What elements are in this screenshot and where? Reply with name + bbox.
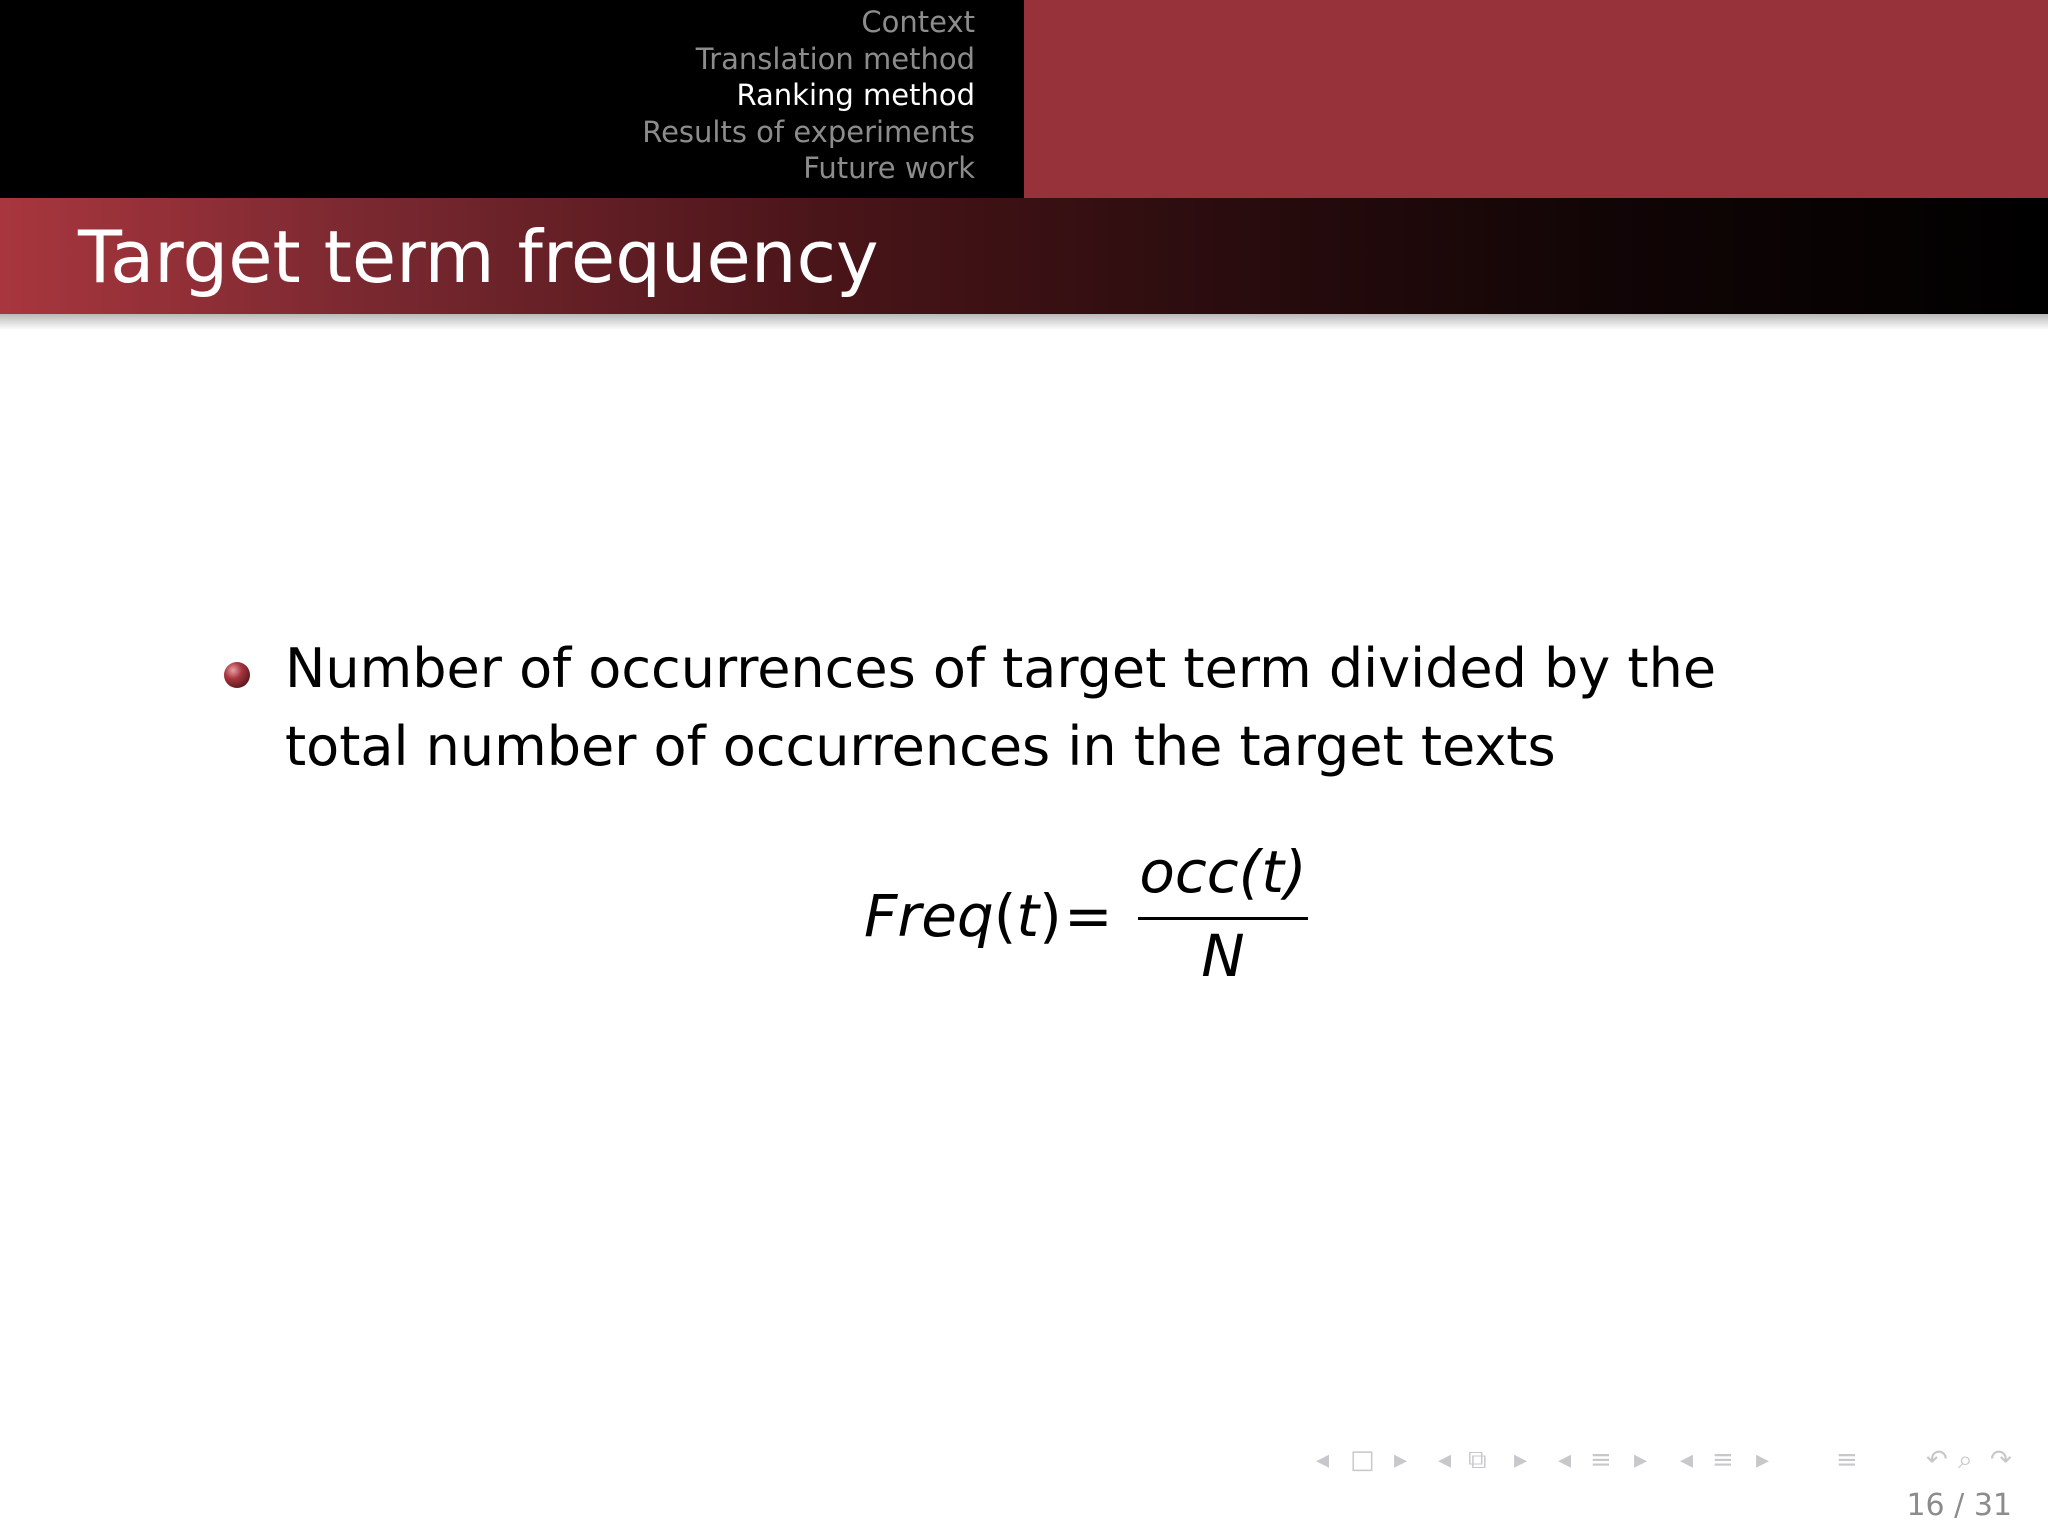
nav-section-prev-icon[interactable]: ◂ <box>1558 1445 1572 1475</box>
nav-frame-icon[interactable]: □ <box>1350 1445 1375 1475</box>
section-item-future-work[interactable]: Future work <box>803 151 975 186</box>
page-number: 16 / 31 <box>1906 1488 2012 1523</box>
section-list <box>642 4 975 187</box>
frequency-formula <box>860 838 1320 988</box>
section-item-context[interactable]: Context <box>861 5 975 39</box>
nav-forward-icon[interactable]: ↷ <box>1990 1445 2012 1475</box>
bullet-ball-icon <box>224 662 250 688</box>
formula-denominator: N <box>1201 922 1245 990</box>
nav-document-next-icon[interactable]: ▸ <box>1756 1445 1770 1475</box>
nav-appendix-icon[interactable]: ≡ <box>1836 1445 1858 1475</box>
formula-close-paren: ) <box>1039 882 1062 950</box>
nav-frame-prev-icon[interactable]: ◂ <box>1316 1445 1330 1475</box>
nav-section-icon[interactable]: ≡ <box>1590 1445 1612 1475</box>
section-item-ranking-method[interactable]: Ranking method <box>736 78 975 113</box>
nav-subsection-icon[interactable]: ⧉ <box>1468 1445 1487 1475</box>
formula-variable: t <box>1016 882 1040 950</box>
formula-numerator: occ(t) <box>1139 838 1307 906</box>
nav-section-next-icon[interactable]: ▸ <box>1634 1445 1648 1475</box>
header <box>0 0 2048 198</box>
nav-subsection-prev-icon[interactable]: ◂ <box>1438 1445 1452 1475</box>
fraction-bar <box>1138 917 1308 920</box>
formula-function-name: Freq <box>864 882 994 950</box>
subsection-navigation-panel <box>1024 0 2048 198</box>
nav-frame-next-icon[interactable]: ▸ <box>1394 1445 1408 1475</box>
section-item-translation-method[interactable]: Translation method <box>695 41 975 76</box>
nav-search-icon[interactable]: ⌕ <box>1958 1445 1973 1475</box>
section-item-results-of-experiments[interactable]: Results of experiments <box>642 114 975 149</box>
nav-subsection-next-icon[interactable]: ▸ <box>1514 1445 1528 1475</box>
beamer-navigation-symbols <box>1310 1440 2040 1480</box>
slide-title: Target term frequency <box>78 215 879 299</box>
formula-equals: = <box>1064 882 1113 950</box>
formula-open-paren: ( <box>993 882 1017 950</box>
section-navigation-panel <box>0 0 1024 198</box>
nav-document-prev-icon[interactable]: ◂ <box>1680 1445 1694 1475</box>
bullet-text: Number of occurrences of target term divided by the total number of occurrences in the target texts <box>285 637 1717 778</box>
title-bar-shadow <box>0 314 2048 330</box>
nav-document-icon[interactable]: ≡ <box>1712 1445 1734 1475</box>
formula-lhs <box>864 882 1062 950</box>
nav-back-icon[interactable]: ↶ <box>1926 1445 1948 1475</box>
frame-title-bar <box>0 198 2048 314</box>
